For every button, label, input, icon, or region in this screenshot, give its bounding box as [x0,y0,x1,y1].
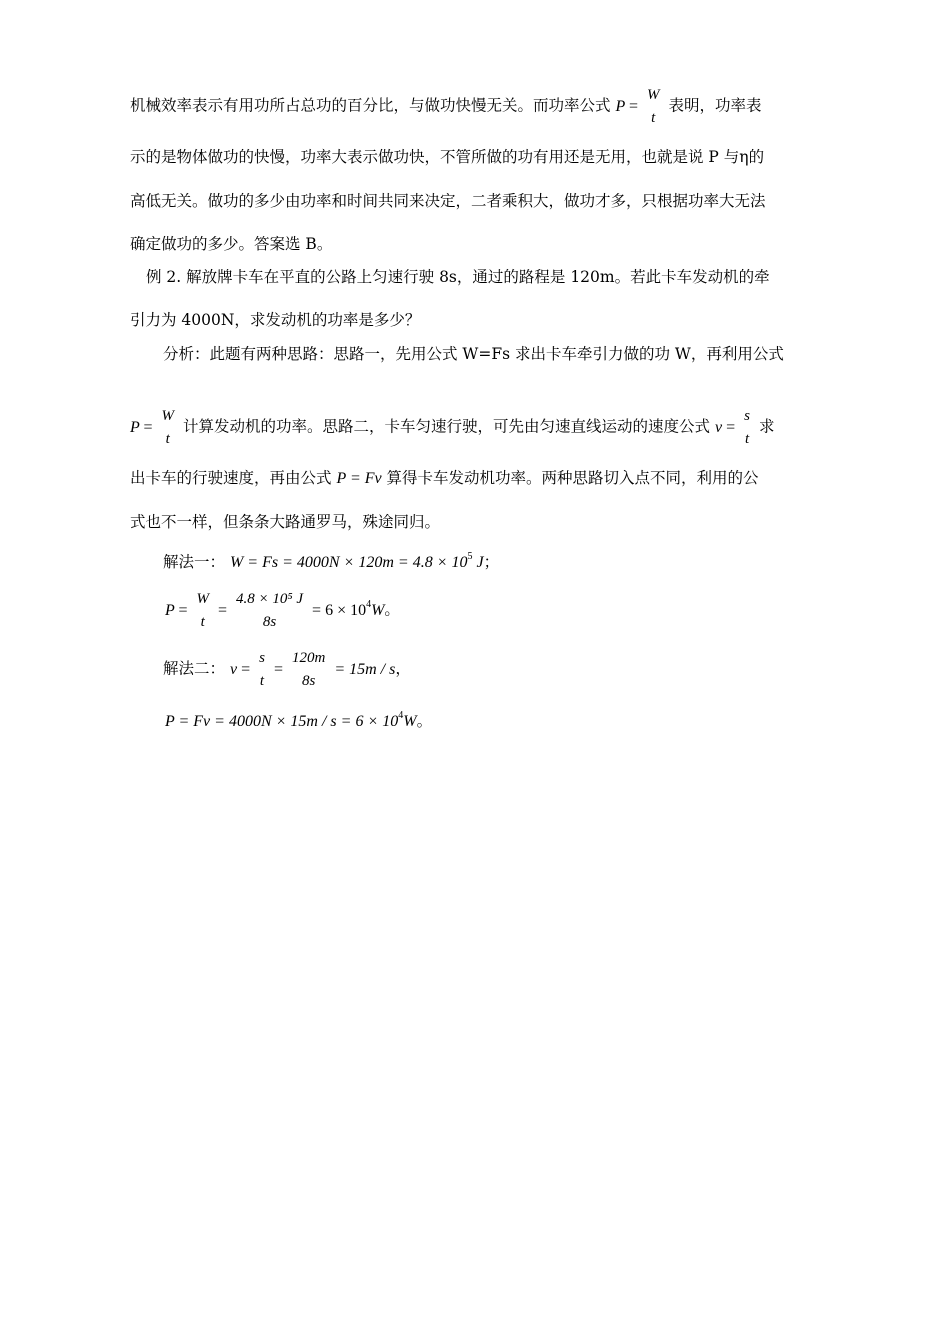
solution2-eq1 [163,651,820,689]
power-formula: P = W t [615,87,660,126]
p1-line1-text-b: 表明，功率表 [668,96,762,115]
velocity-formula: v = s t [714,408,750,447]
solution2-eq2 [165,705,820,733]
pfv-formula: P = Fv [336,470,382,487]
power-calc-1: P = W t = 4.8 × 10⁵ J 8s = $6 \times 10^4W$ [165,591,385,630]
solution1-eq2-end: 。 [384,600,400,619]
analysis-line4: 式也不一样，但条条大路通罗马，殊途同归。 [130,513,441,531]
analysis-line3-text-a: 出卡车的行驶速度，再由公式 [130,469,332,487]
solution2-label: 解法二： [163,659,226,678]
p1-line4: 确定做功的多少。答案选 B。 [130,235,333,253]
analysis-line3 [130,467,820,490]
solution2-eq1-end: ， [395,659,411,678]
solution1-eq1 [163,546,820,574]
analysis-line2 [130,409,820,447]
p1-line2: 示的是物体做功的快慢，功率大表示做功快，不管所做的功有用还是无用，也就是说 P 与η的 [130,148,765,166]
p1-line3: 高低无关。做功的多少由功率和时间共同来决定，二者乘积大，做功才多，只根据功率大无法 [130,192,766,210]
example2-line1: 例 2. 解放牌卡车在平直的公路上匀速行驶 8s，通过的路程是 120m。若此卡车发动机的牵 [146,268,770,286]
solution2-eq2-end: 。 [416,712,433,730]
example2-line2: 引力为 4000N，求发动机的功率是多少？ [130,311,421,329]
solution1-label: 解法一： [163,553,226,571]
analysis-line3-text-b: 算得卡车发动机功率。两种思路切入点不同，利用的公 [386,469,759,487]
solution1-eq1-end: ； [483,553,500,571]
analysis-line1: 分析：此题有两种思路：思路一，先用公式 W=Fs 求出卡车牵引力做的功 W，再利用公式 [163,345,784,363]
analysis-line2-text: 计算发动机的功率。思路二，卡车匀速行驶，可先由匀速直线运动的速度公式 [183,417,711,436]
power-formula-2: P = W t [130,408,175,447]
p1-line1-text-a: 机械效率表示有用功所占总功的百分比，与做功快慢无关。而功率公式 [130,96,611,115]
analysis-line2-end: 求 [758,417,775,436]
velocity-calc: v = s t = 120m 8s = 15m / s [229,650,396,689]
work-equation: $W = Fs = 4000N \times 120m = 4.8 \times 10^5$ J [229,551,484,571]
power-calc-2: $P = Fv = 4000N \times 15m / s = 6 \times 10^4W$ [165,710,417,730]
p1-line1 [130,88,820,126]
solution1-eq2 [165,592,820,630]
